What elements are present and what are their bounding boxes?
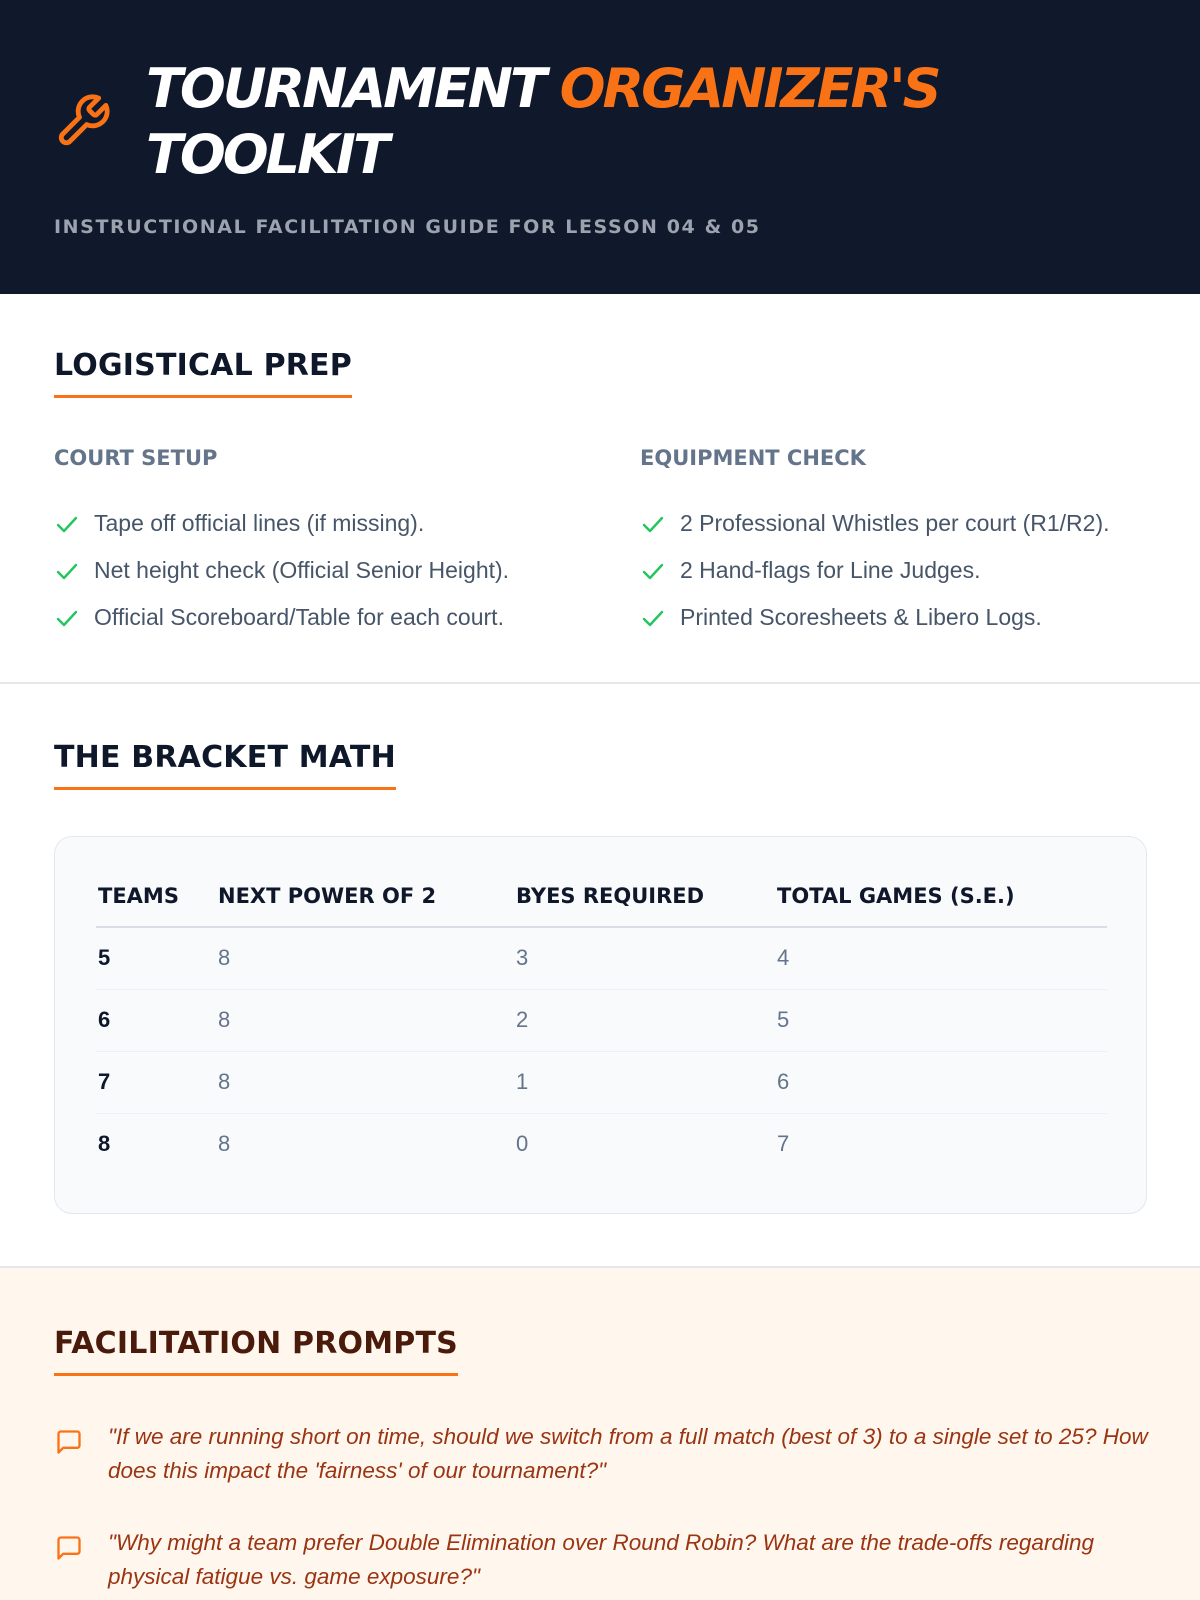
cell-byes: 3 [514,927,775,989]
list-item [640,547,1110,594]
list-item-text: Net height check (Official Senior Height). [94,557,510,583]
cell-total-games: 7 [777,1131,790,1157]
cell-teams: 5 [96,927,216,989]
speech-bubble-icon [54,1534,84,1562]
speech-bubble-icon [54,1428,84,1456]
check-icon [640,512,680,536]
cell-next-power: 8 [216,927,514,989]
cell-teams: 7 [96,1051,216,1113]
cell-total-games: 4 [775,927,1107,989]
check-icon [54,559,94,583]
check-icon [54,606,94,630]
cell-next-power: 8 [216,989,514,1051]
prompt-item [54,1526,1154,1594]
list-item [54,547,509,594]
bracket-math-title: THE BRACKET MATH [54,740,396,790]
facilitation-prompts-title: FACILITATION PROMPTS [54,1326,458,1376]
cell-total-games: 6 [775,1051,1107,1113]
page-title [146,56,1146,188]
table-row [96,1051,1107,1113]
cell-total-games: 5 [775,989,1107,1051]
section-divider [0,682,1200,684]
bracket-table-card [54,836,1147,1214]
list-item [54,594,509,641]
list-item-text: Official Scoreboard/Table for each court. [94,604,504,630]
list-item-text: 2 Professional Whistles per court (R1/R2). [680,510,1110,536]
cell-byes: 0 [516,1131,529,1157]
column-header-next-power: NEXT POWER OF 2 [216,865,514,927]
court-setup-list [54,500,509,641]
table-row [96,927,1107,989]
list-item [54,500,509,547]
cell-byes: 2 [514,989,775,1051]
table-row [96,1113,1107,1175]
cell-next-power: 8 [216,1051,514,1113]
bracket-table [96,865,1107,1175]
column-header-teams: TEAMS [96,865,216,927]
cell-next-power: 8 [218,1131,231,1157]
table-row [96,989,1107,1051]
title-part-1: TOURNAMENT [146,57,544,120]
page-header [0,0,1200,294]
list-item [640,500,1110,547]
title-part-3: TOOLKIT [146,123,387,186]
table-header-row [96,865,1107,927]
cell-teams: 8 [98,1131,111,1157]
column-header-total-games: TOTAL GAMES (S.E.) [775,865,1107,927]
prompt-text: "Why might a team prefer Double Elimination over Round Robin? What are the trade-offs regarding physical fatigue vs. game exposure?" [108,1530,1094,1589]
court-setup-title: COURT SETUP [54,446,218,470]
logistical-prep-title: LOGISTICAL PREP [54,348,352,398]
wrench-icon [54,92,112,150]
page-subtitle: INSTRUCTIONAL FACILITATION GUIDE FOR LESSON 04 & 05 [54,216,761,238]
equipment-check-title: EQUIPMENT CHECK [640,446,866,470]
check-icon [640,559,680,583]
list-item [640,594,1110,641]
prompt-item [54,1420,1154,1488]
cell-teams: 6 [96,989,216,1051]
equipment-check-list [640,500,1110,641]
cell-byes: 1 [514,1051,775,1113]
list-item-text: Printed Scoresheets & Libero Logs. [680,604,1042,630]
title-part-2: ORGANIZER'S [559,57,939,120]
check-icon [640,606,680,630]
prompt-text: "If we are running short on time, should we switch from a full match (best of 3) to a single set to 25? How does this impact the 'fairness' of our tournament?" [108,1424,1148,1483]
column-header-byes: BYES REQUIRED [514,865,775,927]
list-item-text: 2 Hand-flags for Line Judges. [680,557,981,583]
check-icon [54,512,94,536]
list-item-text: Tape off official lines (if missing). [94,510,425,536]
